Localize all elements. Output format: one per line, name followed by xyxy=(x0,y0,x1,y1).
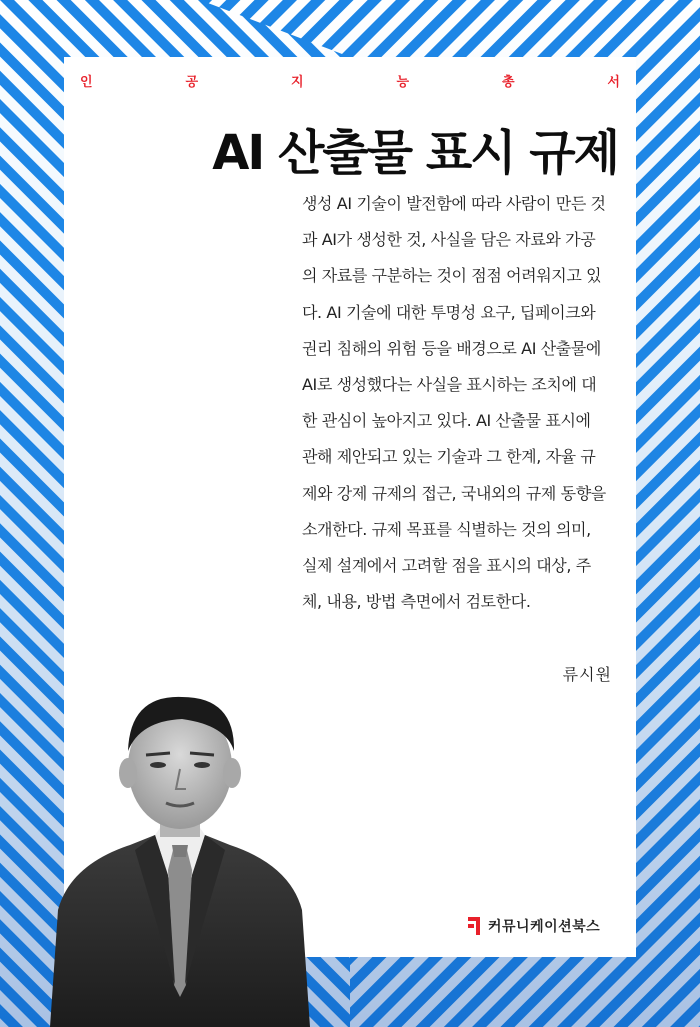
description-line: 실제 설계에서 고려할 점을 표시의 대상, 주 xyxy=(302,556,591,576)
description-line: 소개한다. 규제 목표를 식별하는 것의 의미, xyxy=(302,519,591,539)
author-portrait xyxy=(40,685,320,1027)
publisher-mark-icon xyxy=(468,916,482,936)
description-line: AI로 생성했다는 사실을 표시하는 조치에 대 xyxy=(302,375,597,395)
description-line: 체, 내용, 방법 측면에서 검토한다. xyxy=(302,592,531,612)
series-label xyxy=(80,71,620,90)
book-title: AI 산출물 표시 규제 xyxy=(212,125,618,181)
series-char: 공 xyxy=(185,75,199,90)
publisher-name: 커뮤니케이션북스 xyxy=(488,919,601,935)
series-char: 지 xyxy=(290,75,304,90)
book-description xyxy=(302,186,624,620)
description-line: 생성 AI 기술이 발전함에 따라 사람이 만든 것 xyxy=(302,194,606,213)
description-line: 의 자료를 구분하는 것이 점점 어려워지고 있 xyxy=(302,266,602,286)
description-line: 한 관심이 높아지고 있다. AI 산출물 표시에 xyxy=(302,411,591,431)
series-char: 능 xyxy=(396,75,410,90)
author-name: 류시원 xyxy=(562,665,612,684)
description-line: 제와 강제 규제의 접근, 국내외의 규제 동향을 xyxy=(302,483,606,503)
description-line: 다. AI 기술에 대한 투명성 요구, 딥페이크와 xyxy=(302,302,596,322)
series-char: 총 xyxy=(501,75,515,90)
description-line: 과 AI가 생성한 것, 사실을 담은 자료와 가공 xyxy=(302,230,596,250)
publisher-logo xyxy=(468,916,600,936)
series-char: 인 xyxy=(80,75,93,90)
description-line: 권리 침해의 위험 등을 배경으로 AI 산출물에 xyxy=(302,338,601,358)
series-char: 서 xyxy=(607,75,620,90)
description-line: 관해 제안되고 있는 기술과 그 한계, 자율 규 xyxy=(302,447,596,467)
